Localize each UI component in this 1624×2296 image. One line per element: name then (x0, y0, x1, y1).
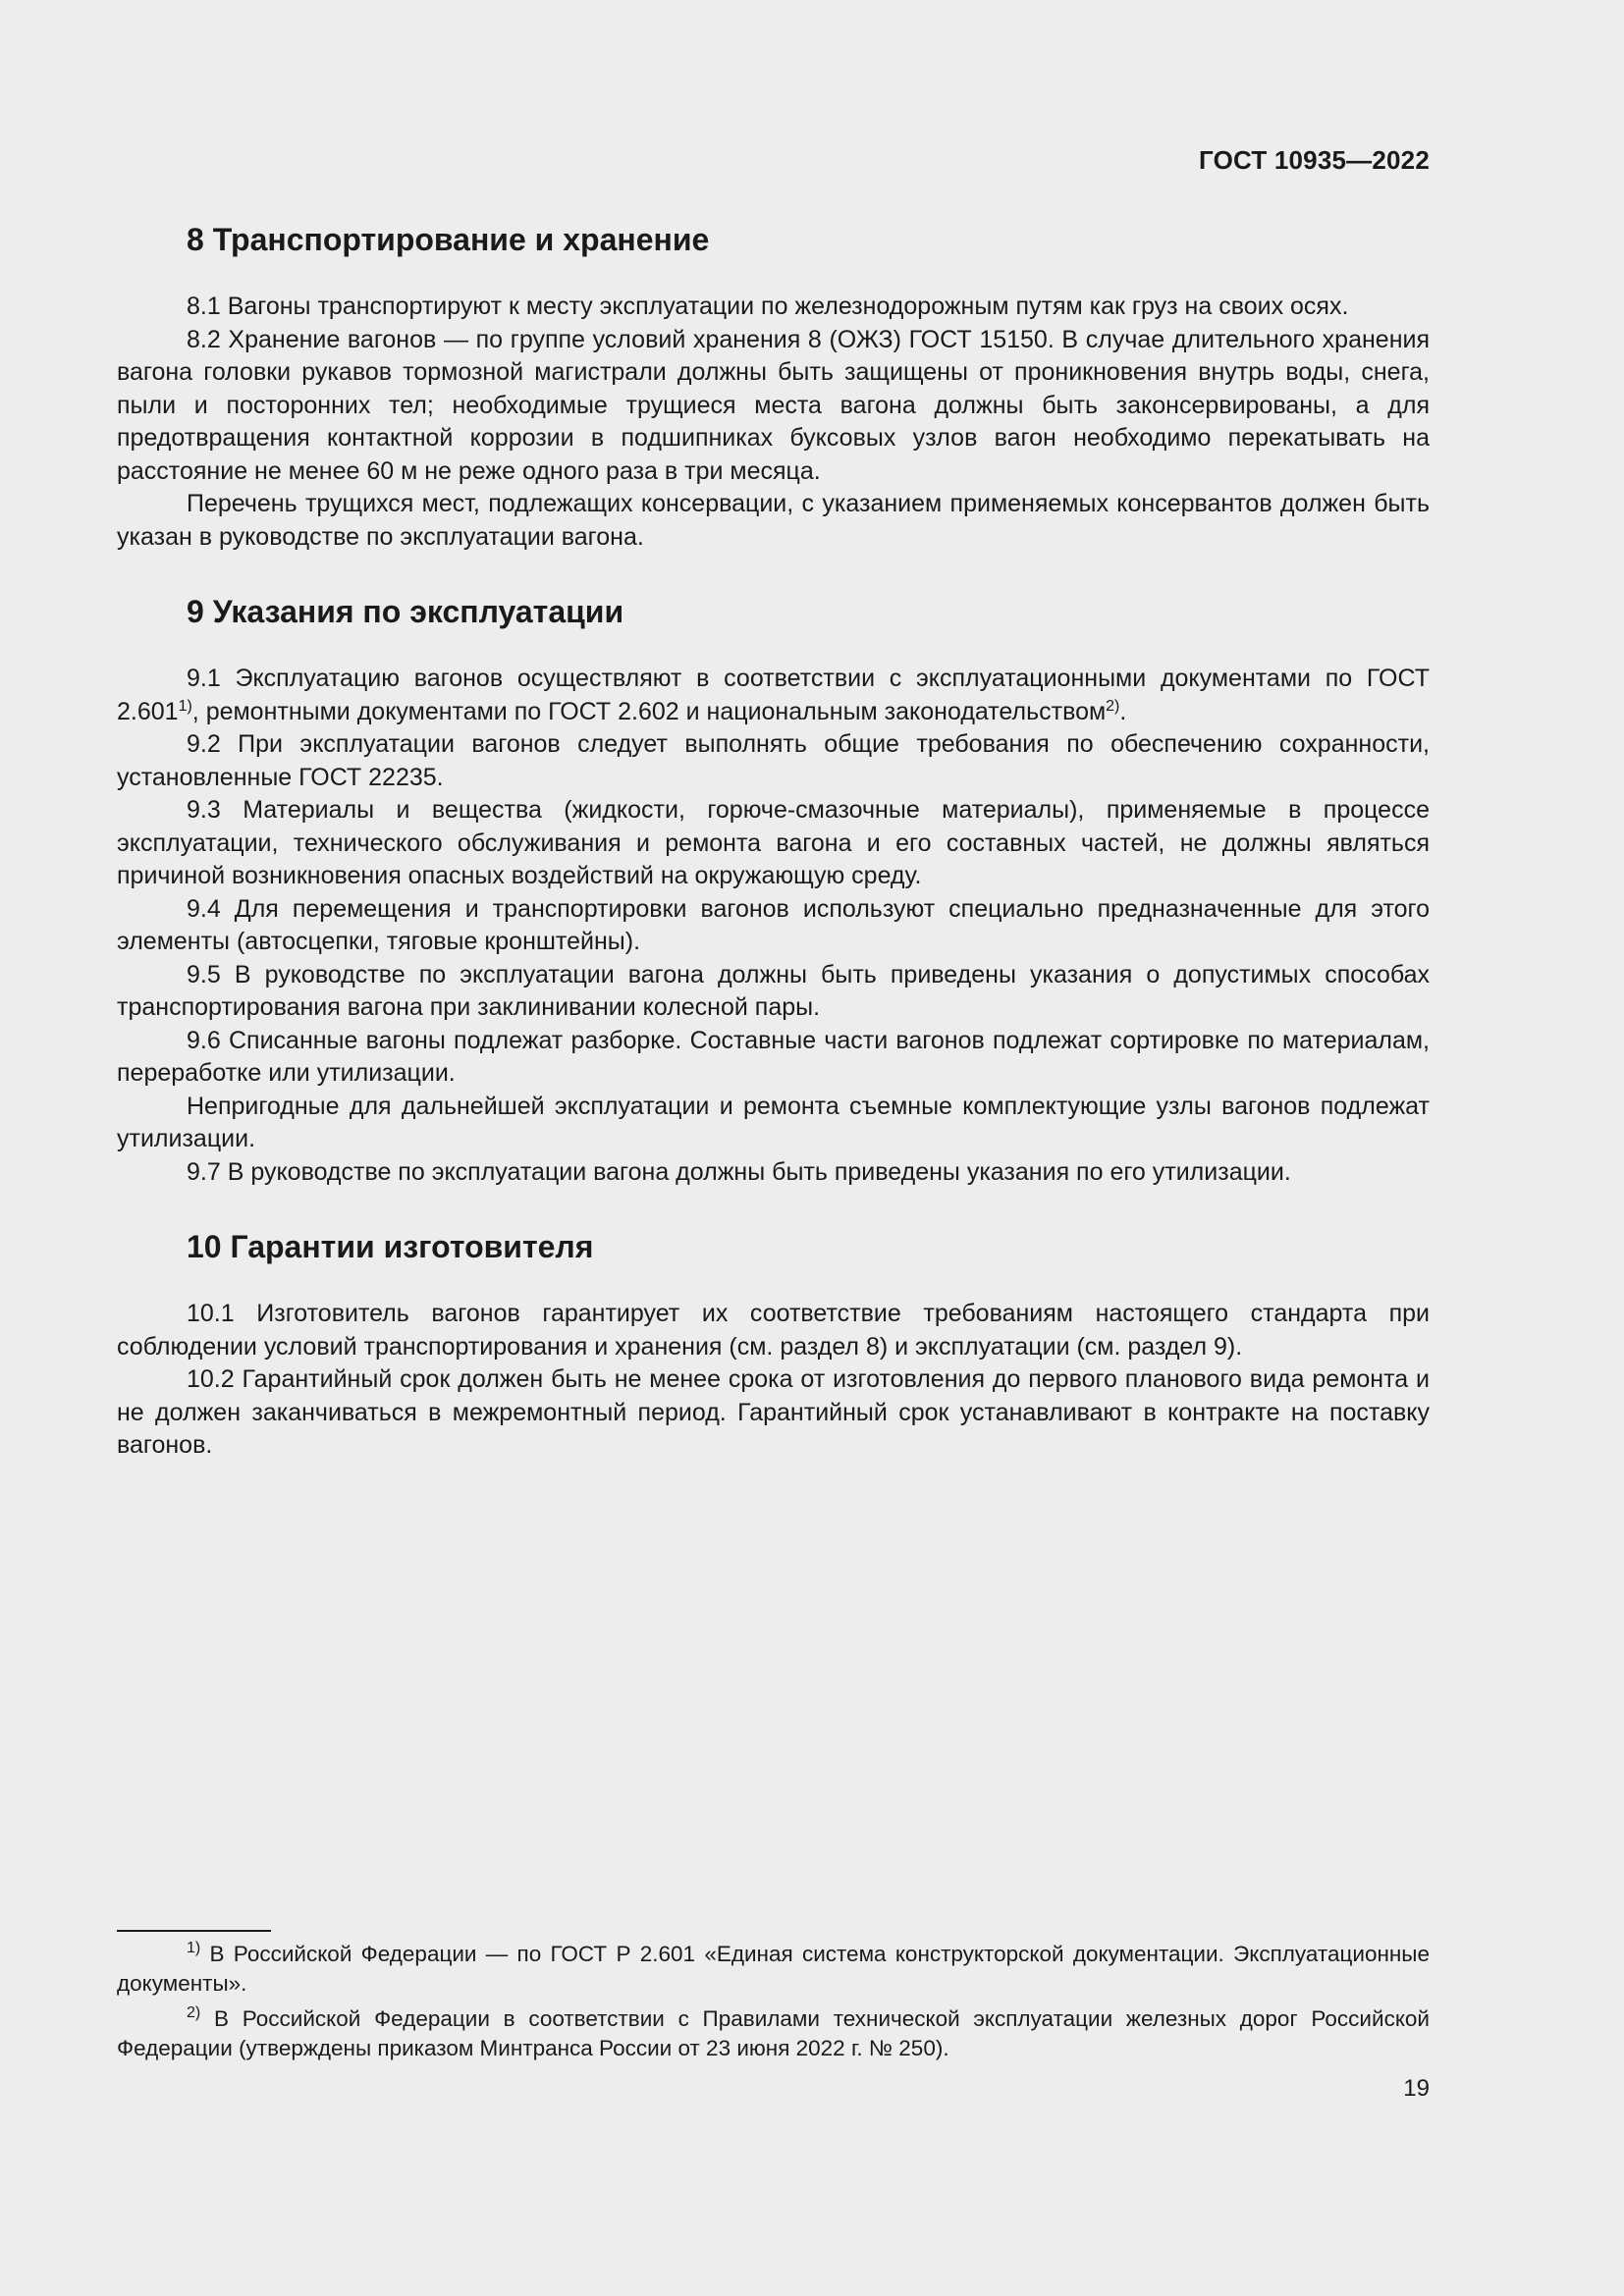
footnote-ref-1[interactable]: 1) (178, 697, 192, 715)
footnote-marker: 2) (187, 2004, 201, 2021)
section-9 (117, 590, 1430, 1189)
paragraph-text: 9.1 Эксплуатацию вагонов осуществляют в соответствии с эксплуатационными документами по ГОСТ 2.601 (117, 665, 1430, 725)
footnotes (117, 1930, 1430, 2069)
footnote-text: В Российской Федерации — по ГОСТ Р 2.601 «Единая система конструкторской документации. Эксплуатационные документы». (117, 1942, 1430, 1996)
main-content (117, 218, 1430, 1499)
footnote-divider (117, 1930, 271, 1932)
section-10 (117, 1225, 1430, 1463)
paragraph: 10.1 Изготовитель вагонов гарантирует их соответствие требованиям настоящего стандарта при соблюдении условий транспортирования и хранения (см. раздел 8) и эксплуатации (см. раздел 9). (117, 1300, 1430, 1361)
footnote-ref-2[interactable]: 2) (1106, 697, 1120, 715)
paragraph: Непригодные для дальнейшей эксплуатации и ремонта съемные комплектующие узлы вагонов подлежат утилизации. (117, 1092, 1430, 1152)
paragraph: 10.2 Гарантийный срок должен быть не менее срока от изготовления до первого планового вида ремонта и не должен заканчиваться в межремонтный период. Гарантийный срок устанавливают в контракте на поставку вагонов. (117, 1365, 1430, 1459)
section-8 (117, 218, 1430, 554)
paragraph: 9.7 В руководстве по эксплуатации вагона должны быть приведены указания по его утилизации. (187, 1157, 1291, 1186)
paragraph: 9.6 Списанные вагоны подлежат разборке. Составные части вагонов подлежат сортировке по материалам, переработке или утилизации. (117, 1026, 1430, 1087)
section-heading: 9 Указания по эксплуатации (187, 594, 624, 629)
section-heading: 10 Гарантии изготовителя (187, 1229, 594, 1264)
paragraph: 8.1 Вагоны транспортируют к месту эксплуатации по железнодорожным путям как груз на своих осях. (187, 293, 1349, 320)
paragraph: 9.4 Для перемещения и транспортировки вагонов используют специально предназначенные для этого элементы (автосцепки, тяговые кронштейны). (117, 894, 1430, 955)
footnote-marker: 1) (187, 1940, 201, 1956)
footnote-text: В Российской Федерации в соответствии с Правилами технической эксплуатации железных дорог Российской Федерации (утверждены приказом Минтранса России от 23 июня 2022 г. № 250). (117, 2006, 1430, 2060)
paragraph-text: . (1119, 697, 1127, 725)
paragraph: Перечень трущихся мест, подлежащих консервации, с указанием применяемых консервантов должен быть указан в руководстве по эксплуатации вагона. (117, 490, 1430, 551)
paragraph: 8.2 Хранение вагонов — по группе условий хранения 8 (ОЖЗ) ГОСТ 15150. В случае длительного хранения вагона головки рукавов тормозной магистрали должны быть защищены от проникновения внутрь воды, снега, пыли и посторонних тел; необходимые трущиеся места вагона должны быть законсервированы, а для предотвращения контактной коррозии в подшипниках буксовых узлов вагон необходимо перекатывать на расстояние не менее 60 м не реже одного раза в три месяца. (117, 325, 1430, 485)
paragraph: 9.5 В руководстве по эксплуатации вагона должны быть приведены указания о допустимых способах транспортирования вагона при заклинивании колесной пары. (117, 960, 1430, 1021)
footnote-2 (117, 2004, 1430, 2063)
section-heading: 8 Транспортирование и хранение (187, 222, 710, 257)
paragraph: 9.3 Материалы и вещества (жидкости, горюче-смазочные материалы), применяемые в процессе эксплуатации, технического обслуживания и ремонта вагона и его составных частей, не должны являться причиной возникновения опасных воздействий на окружающую среду. (117, 796, 1430, 889)
paragraph: 9.2 При эксплуатации вагонов следует выполнять общие требования по обеспечению сохранности, установленные ГОСТ 22235. (117, 730, 1430, 791)
footnote-1 (117, 1940, 1430, 1999)
document-code-header: ГОСТ 10935—2022 (1199, 145, 1430, 175)
paragraph-text: , ремонтными документами по ГОСТ 2.602 и национальным законодательством (191, 697, 1107, 725)
page-number: 19 (1403, 2075, 1430, 2102)
paragraph (117, 663, 1430, 728)
